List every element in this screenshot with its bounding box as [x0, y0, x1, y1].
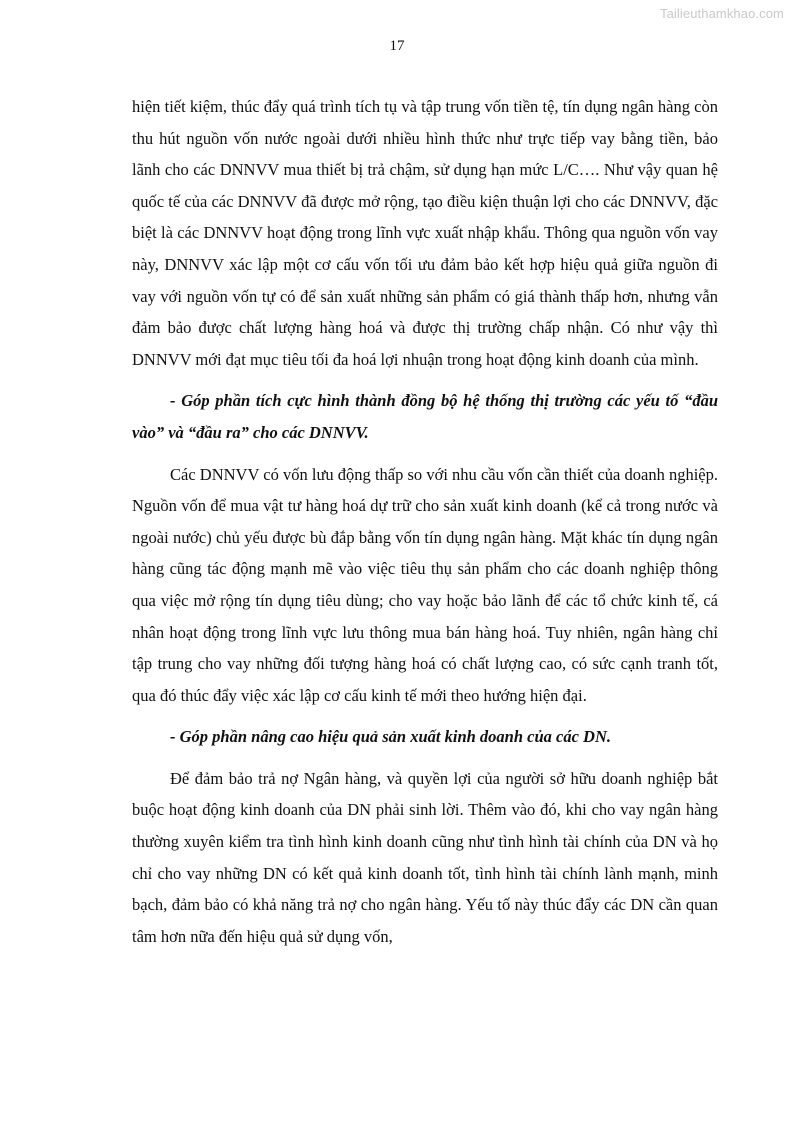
paragraph-2: Các DNNVV có vốn lưu động thấp so với nhu cầu vốn cần thiết của doanh nghiệp. Nguồn vốn để mua vật tư hàng hoá dự trữ cho sản xuất kinh doanh (kể cả trong nước và ngoài nước) chủ yếu được bù đắp bằng vốn tín dụng ngân hàng. Mặt khác tín dụng ngân hàng cũng tác động mạnh mẽ vào việc tiêu thụ sản phẩm cho các doanh nghiệp thông qua việc mở rộng tín dụng tiêu dùng; cho vay hoặc bảo lãnh để các tổ chức kinh tế, cá nhân hoạt động trong lĩnh vực lưu thông mua bán hàng hoá. Tuy nhiên, ngân hàng chỉ tập trung cho vay những đối tượng hàng hoá có chất lượng cao, có sức cạnh tranh tốt, qua đó thúc đẩy việc xác lập cơ cấu kinh tế mới theo hướng hiện đại.: [132, 464, 718, 705]
section-heading-1: - Góp phần tích cực hình thành đồng bộ hệ thống thị trường các yếu tố “đầu vào” và “đầu ra” cho các DNNVV.: [132, 391, 718, 442]
section-heading-2: - Góp phần nâng cao hiệu quả sản xuất kinh doanh của các DN.: [170, 727, 612, 747]
site-watermark: Tailieuthamkhao.com: [659, 6, 784, 21]
paragraph-3: Để đảm bảo trả nợ Ngân hàng, và quyền lợi của người sở hữu doanh nghiệp bắt buộc hoạt động kinh doanh của DN phải sinh lời. Thêm vào đó, khi cho vay ngân hàng thường xuyên kiểm tra tình hình kinh doanh cũng như tình hình tài chính của DN và họ chỉ cho vay những DN có kết quả kinh doanh tốt, tình hình tài chính lành mạnh, minh bạch, đảm bảo có khả năng trả nợ cho ngân hàng. Yếu tố này thúc đẩy các DN cần quan tâm hơn nữa đến hiệu quả sử dụng vốn,: [132, 768, 718, 946]
document-body: [132, 91, 718, 952]
page-number: 17: [389, 38, 405, 54]
paragraph-1: hiện tiết kiệm, thúc đẩy quá trình tích tụ và tập trung vốn tiền tệ, tín dụng ngân hàng còn thu hút nguồn vốn nước ngoài dưới nhiều hình thức như trực tiếp vay bằng tiền, bảo lãnh cho các DNNVV mua thiết bị trả chậm, sử dụng hạn mức L/C…. Như vậy quan hệ quốc tế của các DNNVV đã được mở rộng, tạo điều kiện thuận lợi cho các DNNVV, đặc biệt là các DNNVV hoạt động trong lĩnh vực xuất nhập khẩu. Thông qua nguồn vốn vay này, DNNVV xác lập một cơ cấu vốn tối ưu đảm bảo kết hợp hiệu quả giữa nguồn đi vay với nguồn vốn tự có để sản xuất những sản phẩm có giá thành thấp hơn, nhưng vẫn đảm bảo được chất lượng hàng hoá và được thị trường chấp nhận. Có như vậy thì DNNVV mới đạt mục tiêu tối đa hoá lợi nhuận trong hoạt động kinh doanh của mình.: [132, 97, 718, 369]
